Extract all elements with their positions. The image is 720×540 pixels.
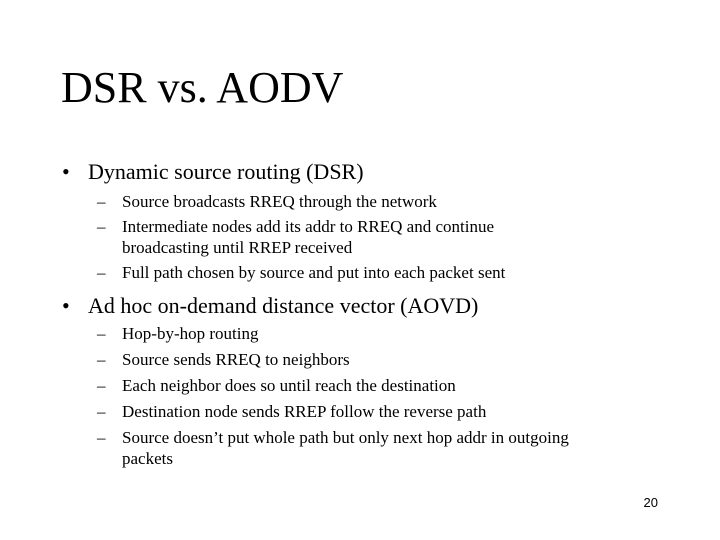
list-item [97, 193, 505, 210]
dsr-sublist [97, 193, 505, 281]
dash-marker: – [97, 324, 106, 343]
slide-title: DSR vs. AODV [61, 63, 344, 112]
dash-marker: – [97, 217, 106, 236]
sub-item-text: Each neighbor does so until reach the destination [122, 376, 456, 395]
sub-item-text: Hop-by-hop routing [122, 324, 259, 343]
bullet-dsr [62, 161, 364, 183]
bullet-marker: • [62, 159, 70, 184]
dash-marker: – [97, 376, 106, 395]
list-item [97, 264, 505, 281]
sub-item-text: Intermediate nodes add its addr to RREQ and continue [122, 217, 495, 236]
list-item [97, 403, 569, 420]
bullet-text: Dynamic source routing (DSR) [88, 159, 364, 184]
dash-marker: – [97, 350, 106, 369]
bullet-marker: • [62, 293, 70, 318]
sub-item-text: Source broadcasts RREQ through the network [122, 192, 437, 211]
bullet-text: Ad hoc on-demand distance vector (AOVD) [88, 293, 479, 318]
sub-item-text: Source doesn’t put whole path but only next hop addr in outgoing [122, 428, 569, 447]
page-number: 20 [643, 495, 658, 510]
list-item [97, 429, 569, 467]
sub-item-text-continuation: packets [122, 449, 173, 468]
sub-item-text-continuation: broadcasting until RREP received [122, 238, 353, 257]
sub-item-text: Full path chosen by source and put into each packet sent [122, 263, 506, 282]
dash-marker: – [97, 263, 106, 282]
sub-item-text: Destination node sends RREP follow the reverse path [122, 402, 487, 421]
dash-marker: – [97, 402, 106, 421]
sub-item-text: Source sends RREQ to neighbors [122, 350, 350, 369]
dash-marker: – [97, 192, 106, 211]
dash-marker: – [97, 428, 106, 447]
list-item [97, 325, 569, 342]
list-item [97, 377, 569, 394]
bullet-aodv [62, 295, 478, 317]
list-item [97, 218, 505, 256]
aodv-sublist [97, 325, 569, 467]
list-item [97, 351, 569, 368]
